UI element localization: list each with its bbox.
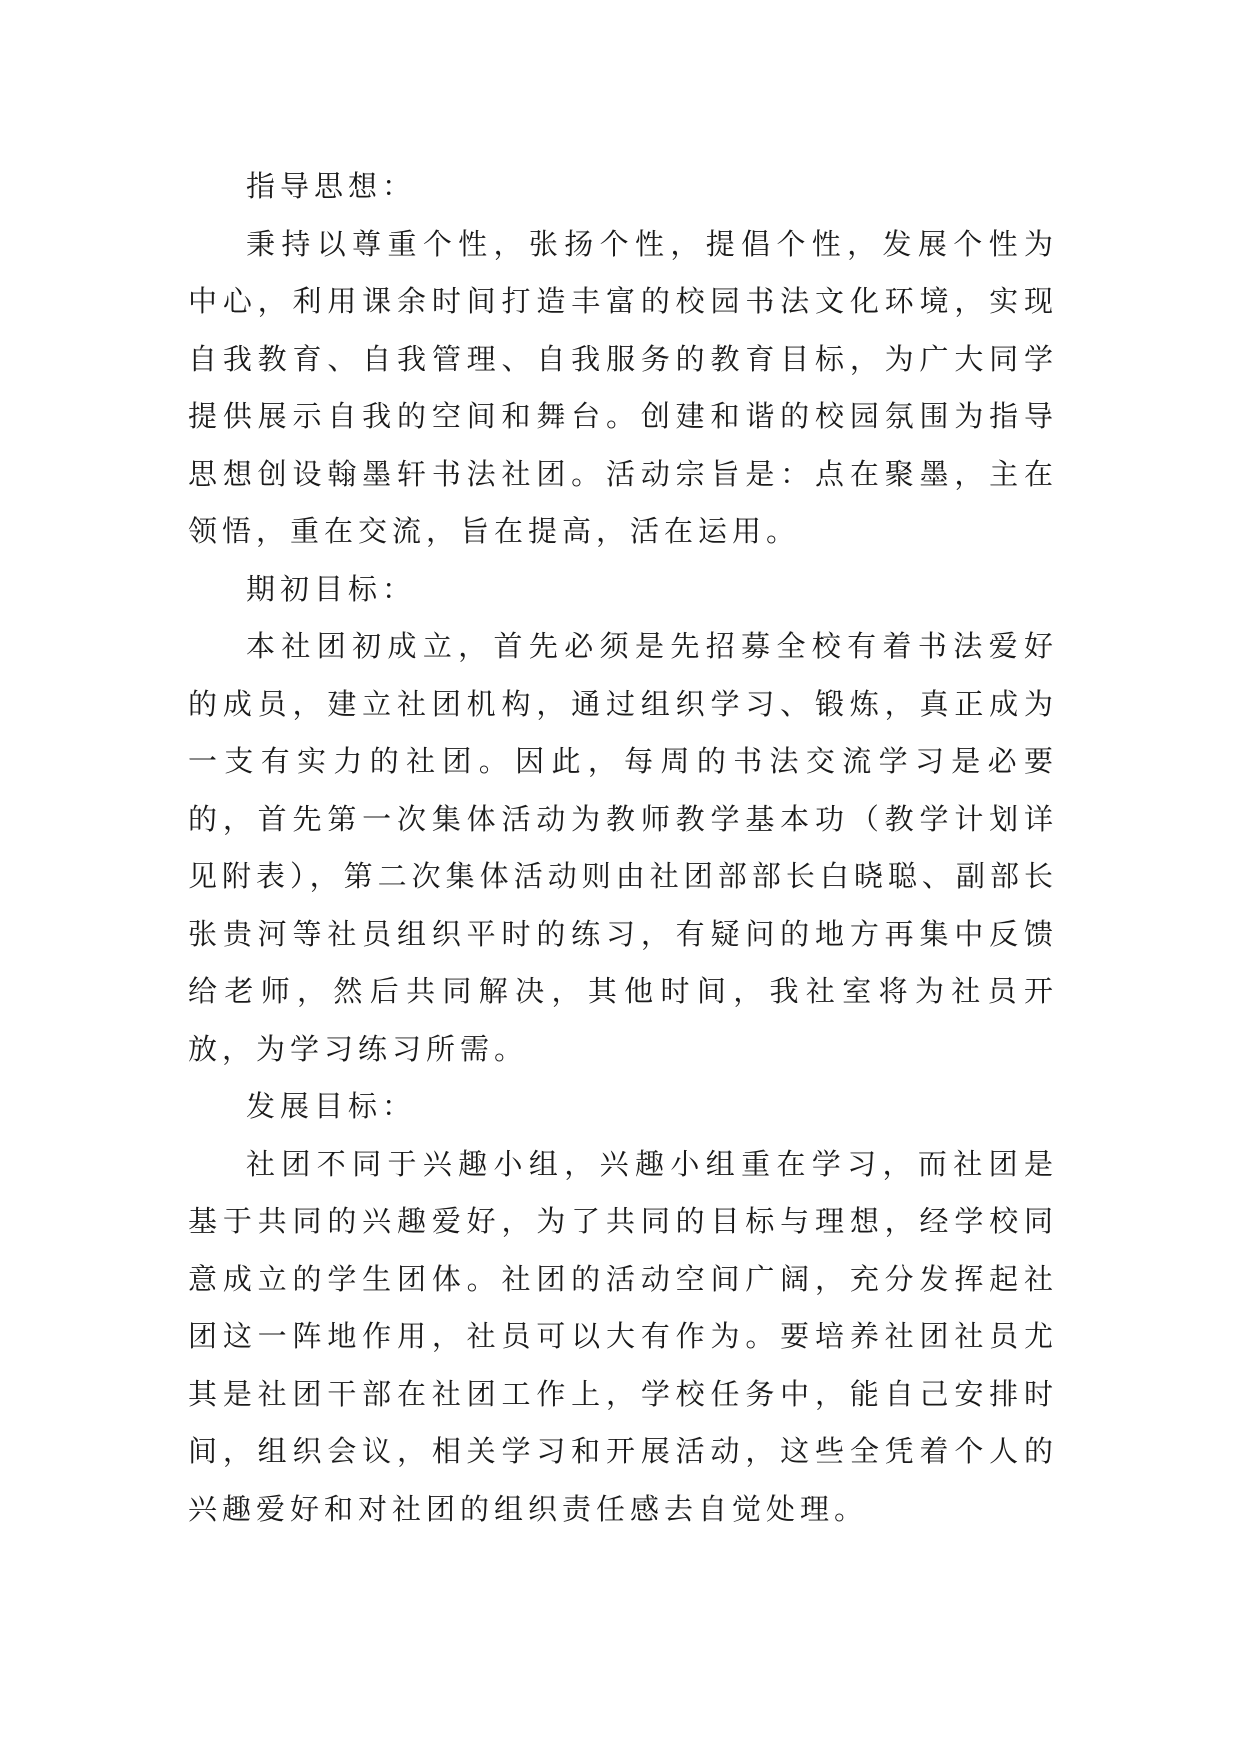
section-heading-initial-goals: 期初目标： [246,571,417,606]
section-paragraph-guiding-thought: 秉持以尊重个性，张扬个性，提倡个性，发展个性为中心，利用课余时间打造丰富的校园书法文化环境，实现自我教育、自我管理、自我服务的教育目标，为广大同学提供展示自我的空间和舞台。创建和谐的校园氛围为指导思想创设翰墨轩书法社团。活动宗旨是：点在聚墨，主在领悟，重在交流，旨在提高，活在运用。 [188,226,1058,548]
document-body [188,158,1058,1538]
section-paragraph-initial-goals: 本社团初成立，首先必须是先招募全校有着书法爱好的成员，建立社团机构，通过组织学习、锻炼，真正成为一支有实力的社团。因此，每周的书法交流学习是必要的，首先第一次集体活动为教师教学基本功（教学计划详见附表），第二次集体活动则由社团部部长白晓聪、副部长张贵河等社员组织平时的练习，有疑问的地方再集中反馈给老师，然后共同解决，其他时间，我社室将为社员开放，为学习练习所需。 [188,629,1058,1066]
section-paragraph-development-goals: 社团不同于兴趣小组，兴趣小组重在学习，而社团是基于共同的兴趣爱好，为了共同的目标与理想，经学校同意成立的学生团体。社团的活动空间广阔，充分发挥起社团这一阵地作用，社员可以大有作为。要培养社团社员尤其是社团干部在社团工作上，学校任务中，能自己安排时间，组织会议，相关学习和开展活动，这些全凭着个人的兴趣爱好和对社团的组织责任感去自觉处理。 [188,1146,1058,1526]
section-heading-guiding-thought: 指导思想： [246,169,417,203]
section-heading-development-goals: 发展目标： [246,1089,417,1123]
